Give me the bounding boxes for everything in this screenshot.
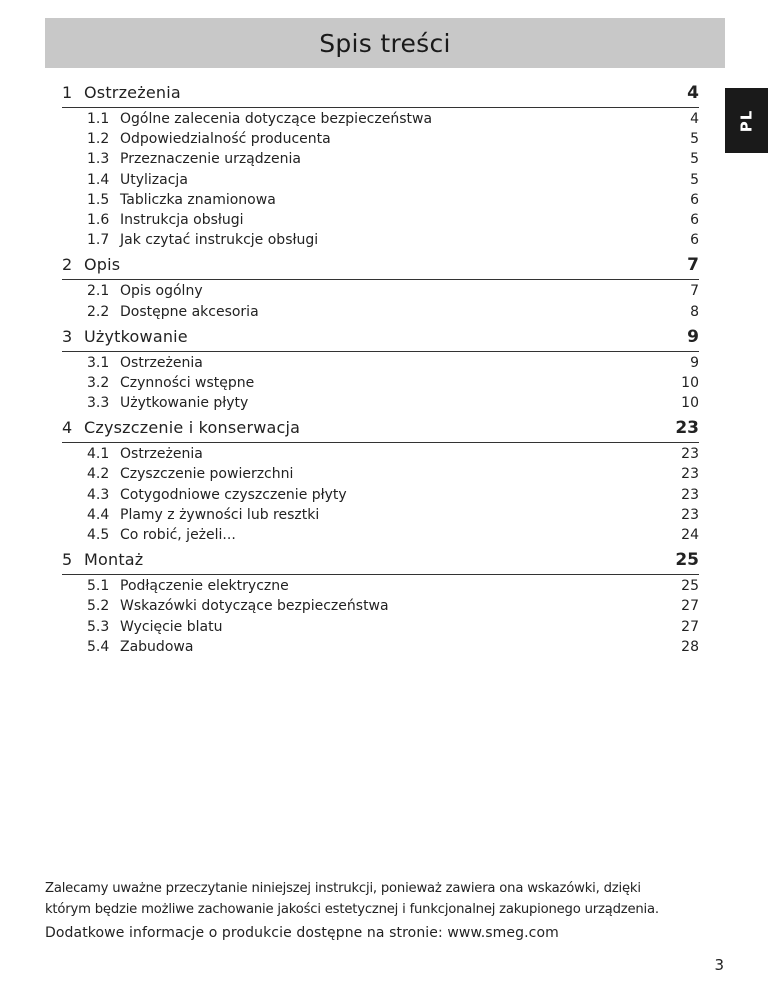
section-number: 4 [62, 418, 73, 438]
entry-number: 2.2 [87, 303, 110, 320]
language-tab [725, 88, 768, 153]
entry-page: 25 [681, 578, 699, 595]
entry-number: 5.2 [87, 598, 110, 615]
toc-entry[interactable] [62, 487, 699, 507]
entry-number: 1.6 [87, 211, 110, 228]
toc-section [62, 418, 699, 547]
entry-page: 23 [681, 446, 699, 463]
entry-title: Wskazówki dotyczące bezpieczeństwa [120, 598, 389, 615]
section-number: 3 [62, 326, 73, 346]
entry-title: Ogólne zalecenia dotyczące bezpieczeństwa [120, 111, 433, 127]
section-page: 25 [675, 550, 699, 571]
entry-page: 23 [681, 486, 699, 503]
entry-page: 6 [690, 211, 699, 228]
toc-section [62, 255, 699, 323]
section-title: Użytkowanie [84, 326, 188, 346]
toc-entry[interactable] [62, 639, 699, 659]
toc-items [62, 443, 699, 547]
entry-page: 23 [681, 506, 699, 523]
toc-entry[interactable] [62, 283, 699, 303]
section-number: 1 [62, 83, 73, 102]
entry-page: 5 [690, 151, 699, 168]
toc-entry[interactable] [62, 151, 699, 171]
toc-entry[interactable] [62, 172, 699, 192]
entry-number: 4.2 [87, 466, 110, 483]
entry-number: 3.2 [87, 374, 110, 391]
toc-entry[interactable] [62, 192, 699, 212]
toc-entry[interactable] [62, 304, 699, 324]
entry-title: Tabliczka znamionowa [120, 191, 276, 208]
entry-page: 8 [690, 303, 699, 320]
toc-entry[interactable] [62, 578, 699, 598]
entry-title: Czynności wstępne [120, 374, 255, 391]
entry-page: 7 [690, 283, 699, 300]
entry-page: 27 [681, 598, 699, 615]
section-page: 4 [687, 83, 699, 103]
entry-number: 4.3 [87, 486, 110, 503]
page-number: 3 [714, 956, 724, 974]
section-page: 9 [687, 326, 699, 347]
section-page: 7 [687, 255, 699, 276]
toc-entry[interactable] [62, 111, 699, 131]
entry-page: 28 [681, 638, 699, 655]
toc-entry[interactable] [62, 212, 699, 232]
entry-number: 5.4 [87, 638, 110, 655]
footer-line-2: którym będzie możliwe zachowanie jakości estetycznej i funkcjonalnej zakupionego urządzenia. [45, 902, 659, 917]
toc-entry[interactable] [62, 507, 699, 527]
page-title: Spis treści [319, 28, 451, 58]
entry-page: 6 [690, 191, 699, 208]
entry-page: 5 [690, 171, 699, 188]
entry-page: 10 [681, 374, 699, 391]
entry-page: 6 [690, 232, 699, 249]
entry-title: Jak czytać instrukcje obsługi [120, 232, 319, 249]
entry-title: Wycięcie blatu [120, 618, 223, 635]
entry-title: Czyszczenie powierzchni [120, 466, 294, 483]
section-page: 23 [675, 418, 699, 439]
entry-page: 4 [690, 111, 699, 127]
entry-title: Przeznaczenie urządzenia [120, 151, 301, 168]
entry-page: 24 [681, 527, 699, 543]
toc-section-heading[interactable] [62, 418, 699, 443]
entry-page: 23 [681, 466, 699, 483]
section-title: Opis [84, 255, 121, 275]
header-bar [45, 18, 725, 68]
entry-title: Ostrzeżenia [120, 354, 203, 371]
toc-entry[interactable] [62, 527, 699, 547]
section-title: Ostrzeżenia [84, 83, 181, 102]
entry-title: Plamy z żywności lub resztki [120, 506, 320, 523]
entry-title: Podłączenie elektryczne [120, 578, 289, 595]
toc-entry[interactable] [62, 395, 699, 415]
entry-title: Dostępne akcesoria [120, 303, 259, 320]
entry-number: 1.3 [87, 151, 110, 168]
toc-section-heading[interactable] [62, 255, 699, 280]
entry-page: 5 [690, 131, 699, 148]
entry-number: 5.1 [87, 578, 110, 595]
toc-items [62, 352, 699, 416]
toc-entry[interactable] [62, 355, 699, 375]
footer-line-1: Zalecamy uważne przeczytanie niniejszej instrukcji, ponieważ zawiera ona wskazówki, dzięki [45, 881, 641, 896]
toc-section-heading[interactable] [62, 83, 699, 108]
entry-page: 27 [681, 618, 699, 635]
entry-number: 4.5 [87, 527, 110, 543]
language-label: PL [737, 109, 756, 132]
toc-section-heading[interactable] [62, 550, 699, 575]
toc-section [62, 550, 699, 659]
toc-entry[interactable] [62, 375, 699, 395]
toc-entry[interactable] [62, 446, 699, 466]
section-title: Montaż [84, 550, 144, 570]
entry-number: 1.4 [87, 171, 110, 188]
entry-title: Cotygodniowe czyszczenie płyty [120, 486, 347, 503]
footer-note [45, 878, 735, 944]
entry-number: 2.1 [87, 283, 110, 300]
footer-line-3: Dodatkowe informacje o produkcie dostępne na stronie: www.smeg.com [45, 925, 559, 941]
toc-entry[interactable] [62, 232, 699, 252]
entry-title: Co robić, jeżeli... [120, 527, 236, 543]
entry-page: 9 [690, 354, 699, 371]
toc-section [62, 327, 699, 416]
entry-title: Instrukcja obsługi [120, 211, 244, 228]
entry-title: Ostrzeżenia [120, 446, 203, 463]
toc-section-heading[interactable] [62, 327, 699, 352]
toc-entry[interactable] [62, 466, 699, 486]
entry-title: Odpowiedzialność producenta [120, 131, 331, 148]
entry-title: Użytkowanie płyty [120, 395, 249, 412]
toc-items [62, 575, 699, 659]
entry-number: 3.3 [87, 395, 110, 412]
entry-title: Zabudowa [120, 638, 194, 655]
toc-entry[interactable] [62, 619, 699, 639]
entry-page: 10 [681, 395, 699, 412]
section-number: 2 [62, 255, 73, 275]
section-title: Czyszczenie i konserwacja [84, 418, 301, 438]
entry-number: 1.1 [87, 111, 110, 127]
toc-items [62, 280, 699, 323]
entry-title: Opis ogólny [120, 283, 203, 300]
section-number: 5 [62, 550, 73, 570]
entry-number: 1.2 [87, 131, 110, 148]
table-of-contents [62, 80, 699, 659]
entry-title: Utylizacja [120, 171, 188, 188]
toc-items [62, 108, 699, 252]
entry-number: 5.3 [87, 618, 110, 635]
entry-number: 1.5 [87, 191, 110, 208]
toc-section [62, 83, 699, 252]
entry-number: 1.7 [87, 232, 110, 249]
entry-number: 4.4 [87, 506, 110, 523]
entry-number: 3.1 [87, 354, 110, 371]
entry-number: 4.1 [87, 446, 110, 463]
toc-entry[interactable] [62, 131, 699, 151]
toc-entry[interactable] [62, 598, 699, 618]
